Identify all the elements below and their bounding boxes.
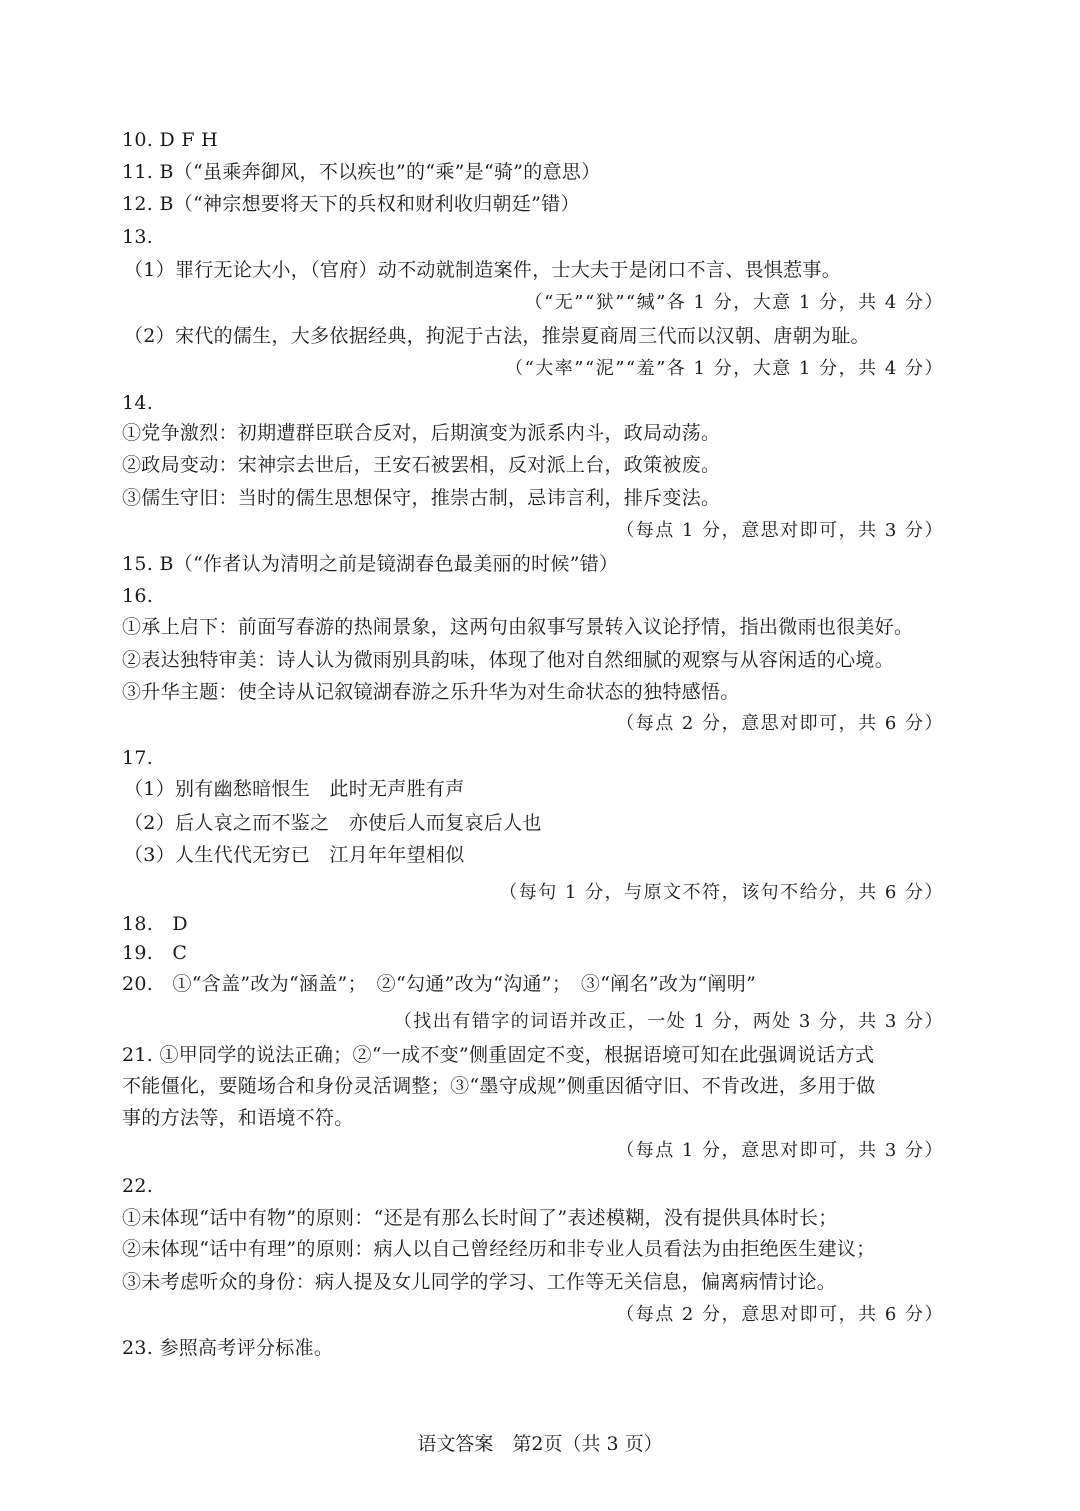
answer-22-point-3: ③未考虑听众的身份：病人提及女儿同学的学习、工作等无关信息，偏离病情讨论。 — [122, 1271, 837, 1293]
answer-14-point-1: ①党争激烈：初期遭群臣联合反对，后期演变为派系内斗，政局动荡。 — [122, 422, 721, 444]
answer-16-point-3: ③升华主题：使全诗从记叙镜湖春游之乐升华为对生命状态的独特感悟。 — [122, 681, 740, 703]
answer-22-point-1: ①未体现“话中有物”的原则：“还是有那么长时间了”表述模糊，没有提供具体时长； — [122, 1207, 838, 1229]
answer-17-1: （1）别有幽愁暗恨生 此时无声胜有声 — [124, 778, 465, 800]
answer-21-score: （每点 1 分，意思对即可，共 3 分） — [616, 1140, 944, 1161]
answer-14-heading: 14. — [122, 392, 154, 414]
answer-18: 18. D — [122, 913, 188, 935]
answer-13-1-score: （“无”“狱”“缄”各 1 分，大意 1 分，共 4 分） — [524, 292, 944, 313]
answer-16-score: （每点 2 分，意思对即可，共 6 分） — [616, 713, 944, 734]
answer-15: 15. B（“作者认为清明之前是镜湖春色最美丽的时候”错） — [122, 553, 619, 575]
answer-11: 11. B（“虽乘奔御风，不以疾也”的“乘”是“骑”的意思） — [122, 161, 601, 183]
page-footer: 语文答案 第2页（共 3 页） — [417, 1433, 663, 1455]
answer-20: 20. ①“含盖”改为“涵盖”； ②“勾通”改为“沟通”； ③“阐名”改为“阐明” — [122, 973, 757, 995]
answer-16-point-1: ①承上启下：前面写春游的热闹景象，这两句由叙事写景转入议论抒情，指出微雨也很美好。 — [122, 616, 914, 638]
answer-14-score: （每点 1 分，意思对即可，共 3 分） — [616, 520, 944, 541]
answer-21-line-3: 事的方法等，和语境不符。 — [122, 1107, 354, 1129]
answer-14-point-2: ②政局变动：宋神宗去世后，王安石被罢相，反对派上台，政策被废。 — [122, 454, 721, 476]
answer-17-3: （3）人生代代无穷已 江月年年望相似 — [124, 844, 465, 866]
answer-17-score: （每句 1 分，与原文不符，该句不给分，共 6 分） — [499, 882, 944, 903]
answer-14-point-3: ③儒生守旧：当时的儒生思想保守，推崇古制，忌讳言利，排斥变法。 — [122, 487, 721, 509]
answer-22-point-2: ②未体现“话中有理”的原则：病人以自己曾经经历和非专业人员看法为由拒绝医生建议； — [122, 1238, 876, 1260]
answer-20-score: （找出有错字的词语并改正，一处 1 分，两处 3 分，共 3 分） — [393, 1011, 944, 1032]
answer-21-line-1: 21. ①甲同学的说法正确；②“一成不变”侧重固定不变，根据语境可知在此强调说话方式 — [122, 1044, 875, 1066]
answer-13-2-score: （“大率”“泥”“羞”各 1 分，大意 1 分，共 4 分） — [505, 358, 944, 379]
answer-13-1: （1）罪行无论大小，（官府）动不动就制造案件，士大夫于是闭口不言、畏惧惹事。 — [124, 259, 841, 281]
answer-10: 10. D F H — [122, 129, 219, 151]
answer-22-score: （每点 2 分，意思对即可，共 6 分） — [616, 1304, 944, 1325]
answer-23: 23. 参照高考评分标准。 — [122, 1337, 334, 1359]
answer-19: 19. C — [122, 942, 188, 964]
answer-16-heading: 16. — [122, 585, 154, 607]
answer-16-point-2: ②表达独特审美：诗人认为微雨别具韵味，体现了他对自然细腻的观察与从容闲适的心境。 — [122, 649, 895, 671]
answer-17-2: （2）后人哀之而不鉴之 亦使后人而复哀后人也 — [124, 812, 542, 834]
answer-21-line-2: 不能僵化，要随场合和身份灵活调整；③“墨守成规”侧重因循守旧、不肯改进，多用于做 — [122, 1075, 876, 1097]
answer-22-heading: 22. — [122, 1175, 154, 1197]
answer-13-heading: 13. — [122, 226, 154, 248]
answer-17-heading: 17. — [122, 747, 154, 769]
answer-12: 12. B（“神宗想要将天下的兵权和财利收归朝廷”错） — [122, 193, 580, 215]
answer-13-2: （2）宋代的儒生，大多依据经典，拘泥于古法，推崇夏商周三代而以汉朝、唐朝为耻。 — [124, 325, 870, 347]
